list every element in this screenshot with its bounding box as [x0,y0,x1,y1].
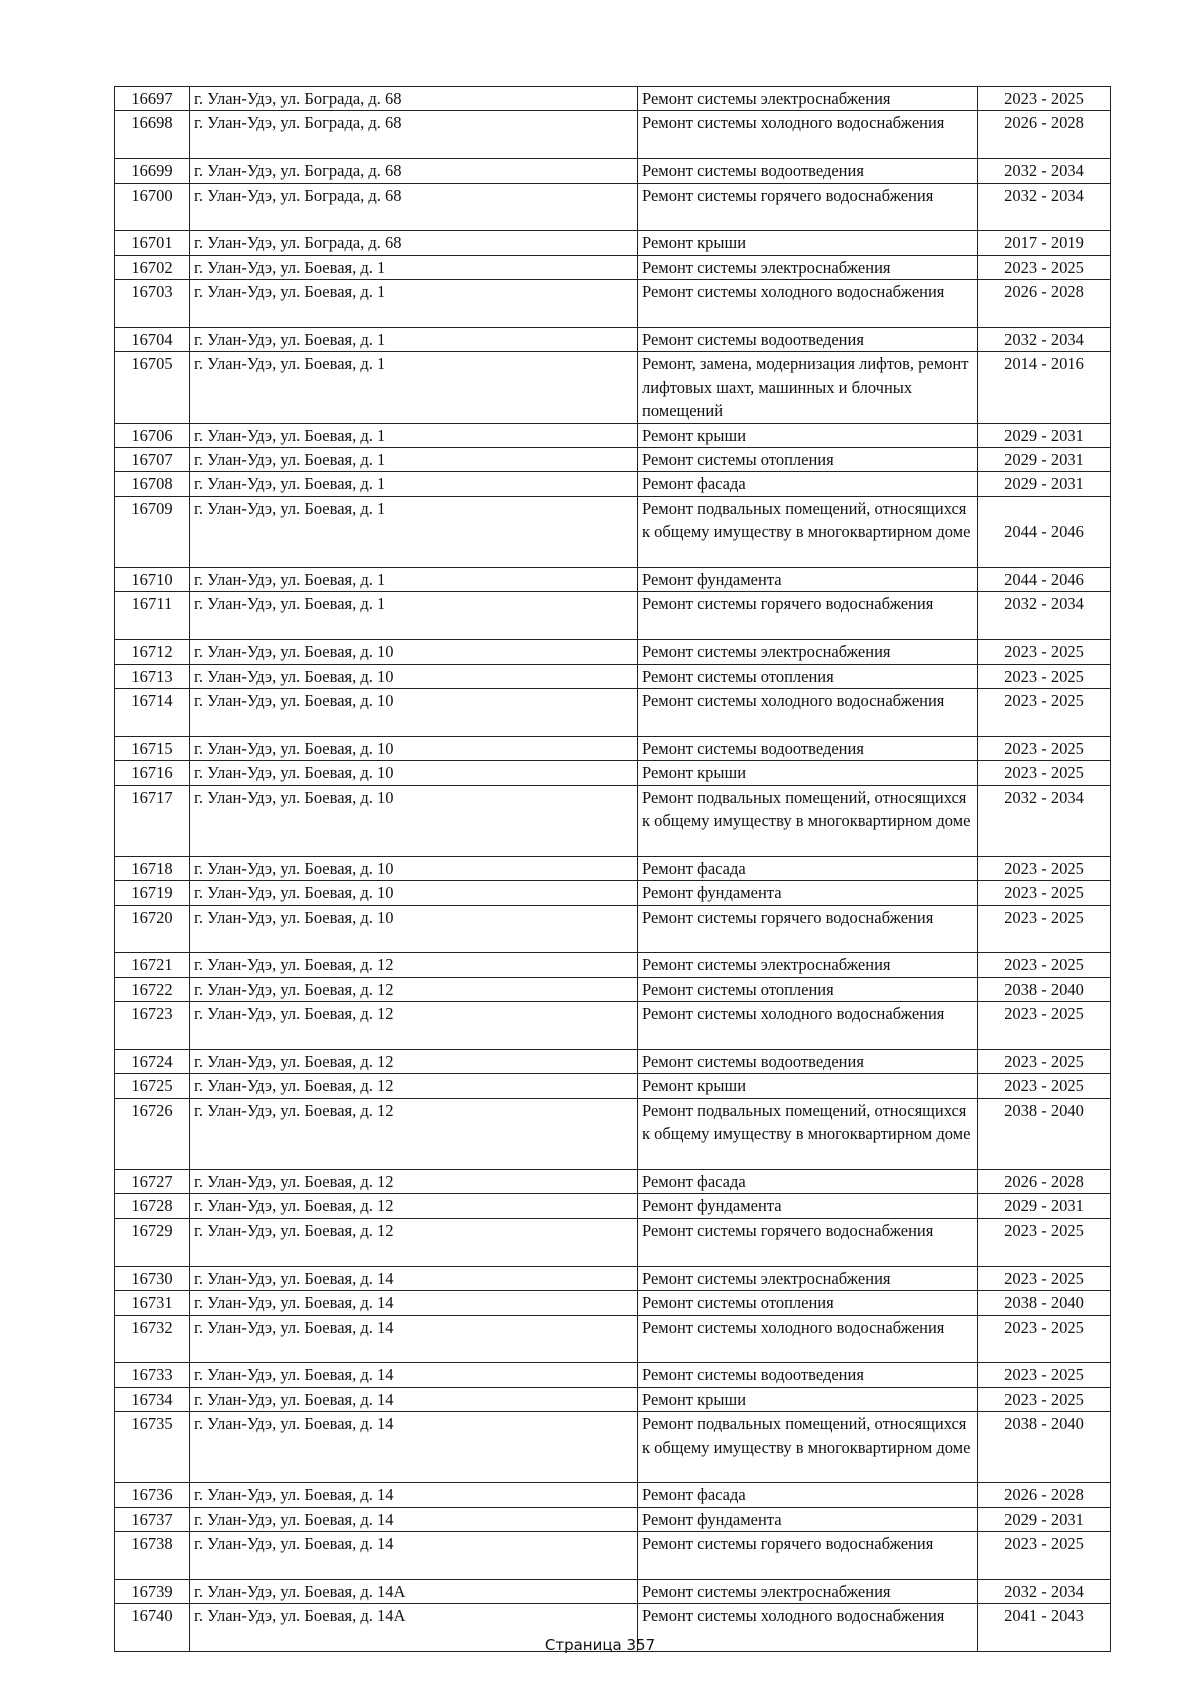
table-row [115,352,1111,423]
row-number-cell: 16708 [115,472,190,496]
period-cell: 2023 - 2025 [978,640,1111,664]
table-row [115,881,1111,905]
address-cell: г. Улан-Удэ, ул. Боевая, д. 14А [190,1579,638,1603]
period-cell: 2023 - 2025 [978,664,1111,688]
row-number-cell: 16719 [115,881,190,905]
table-row [115,1363,1111,1387]
row-number-cell: 16706 [115,423,190,447]
period-cell: 2044 - 2046 [978,496,1111,567]
row-number-cell: 16730 [115,1266,190,1290]
table-row [115,496,1111,567]
table-row [115,1170,1111,1194]
address-cell: г. Улан-Удэ, ул. Боевая, д. 12 [190,1218,638,1266]
work-type-cell: Ремонт системы электроснабжения [638,953,978,977]
table-row [115,423,1111,447]
address-cell: г. Улан-Удэ, ул. Боевая, д. 14 [190,1291,638,1315]
work-type-cell: Ремонт системы водоотведения [638,328,978,352]
table-row [115,761,1111,785]
work-type-cell: Ремонт фундамента [638,881,978,905]
address-cell: г. Улан-Удэ, ул. Боевая, д. 12 [190,1098,638,1169]
row-number-cell: 16701 [115,231,190,255]
address-cell: г. Улан-Удэ, ул. Боевая, д. 1 [190,352,638,423]
period-cell: 2023 - 2025 [978,953,1111,977]
period-cell: 2023 - 2025 [978,1266,1111,1290]
table-row [115,87,1111,111]
period-cell: 2023 - 2025 [978,856,1111,880]
work-type-cell: Ремонт системы водоотведения [638,1363,978,1387]
table-row [115,689,1111,737]
row-number-cell: 16732 [115,1315,190,1363]
work-type-cell: Ремонт подвальных помещений, относящихся к общему имуществу в многоквартирном доме [638,1412,978,1483]
table-body [115,87,1111,1652]
period-cell: 2038 - 2040 [978,1412,1111,1483]
row-number-cell: 16715 [115,736,190,760]
row-number-cell: 16736 [115,1483,190,1507]
address-cell: г. Улан-Удэ, ул. Боевая, д. 1 [190,592,638,640]
table-row [115,1532,1111,1580]
table-row [115,1098,1111,1169]
period-cell: 2038 - 2040 [978,1098,1111,1169]
address-cell: г. Улан-Удэ, ул. Боевая, д. 14А [190,1604,638,1652]
work-type-cell: Ремонт фундамента [638,568,978,592]
table-row [115,1194,1111,1218]
address-cell: г. Улан-Удэ, ул. Боевая, д. 1 [190,423,638,447]
address-cell: г. Улан-Удэ, ул. Боевая, д. 12 [190,953,638,977]
period-cell: 2026 - 2028 [978,1483,1111,1507]
row-number-cell: 16739 [115,1579,190,1603]
row-number-cell: 16738 [115,1532,190,1580]
table-row [115,905,1111,953]
row-number-cell: 16729 [115,1218,190,1266]
row-number-cell: 16716 [115,761,190,785]
table-row [115,1266,1111,1290]
period-cell: 2029 - 2031 [978,423,1111,447]
work-type-cell: Ремонт фасада [638,472,978,496]
period-cell: 2023 - 2025 [978,1074,1111,1098]
work-type-cell: Ремонт системы электроснабжения [638,87,978,111]
period-cell: 2032 - 2034 [978,1579,1111,1603]
table-row [115,736,1111,760]
row-number-cell: 16718 [115,856,190,880]
table-row [115,1074,1111,1098]
table-row [115,280,1111,328]
address-cell: г. Улан-Удэ, ул. Боевая, д. 14 [190,1483,638,1507]
period-cell: 2023 - 2025 [978,1218,1111,1266]
row-number-cell: 16724 [115,1050,190,1074]
row-number-cell: 16727 [115,1170,190,1194]
row-number-cell: 16703 [115,280,190,328]
address-cell: г. Улан-Удэ, ул. Боевая, д. 1 [190,496,638,567]
table-row [115,1315,1111,1363]
table-row [115,448,1111,472]
period-cell: 2023 - 2025 [978,1050,1111,1074]
row-number-cell: 16723 [115,1002,190,1050]
period-cell: 2044 - 2046 [978,568,1111,592]
table-row [115,640,1111,664]
work-type-cell: Ремонт системы холодного водоснабжения [638,111,978,159]
row-number-cell: 16737 [115,1507,190,1531]
period-cell: 2038 - 2040 [978,1291,1111,1315]
work-type-cell: Ремонт системы горячего водоснабжения [638,1218,978,1266]
work-type-cell: Ремонт системы отопления [638,1291,978,1315]
page-number: Страница 357 [544,1636,656,1654]
address-cell: г. Улан-Удэ, ул. Боевая, д. 10 [190,881,638,905]
address-cell: г. Улан-Удэ, ул. Боевая, д. 12 [190,1002,638,1050]
period-cell: 2023 - 2025 [978,255,1111,279]
period-cell: 2029 - 2031 [978,1507,1111,1531]
work-type-cell: Ремонт крыши [638,231,978,255]
period-cell: 2029 - 2031 [978,448,1111,472]
document-page [114,86,1110,1652]
row-number-cell: 16734 [115,1387,190,1411]
work-type-cell: Ремонт фасада [638,1170,978,1194]
address-cell: г. Улан-Удэ, ул. Боевая, д. 1 [190,255,638,279]
address-cell: г. Улан-Удэ, ул. Бограда, д. 68 [190,231,638,255]
work-type-cell: Ремонт системы холодного водоснабжения [638,689,978,737]
table-row [115,1412,1111,1483]
work-type-cell: Ремонт системы горячего водоснабжения [638,592,978,640]
table-row [115,1507,1111,1531]
row-number-cell: 16700 [115,183,190,231]
capital-repair-table [114,86,1111,1652]
table-row [115,1002,1111,1050]
work-type-cell: Ремонт системы холодного водоснабжения [638,1002,978,1050]
address-cell: г. Улан-Удэ, ул. Боевая, д. 10 [190,736,638,760]
row-number-cell: 16705 [115,352,190,423]
row-number-cell: 16707 [115,448,190,472]
period-cell: 2029 - 2031 [978,1194,1111,1218]
table-row [115,1050,1111,1074]
row-number-cell: 16721 [115,953,190,977]
table-row [115,568,1111,592]
period-cell: 2023 - 2025 [978,761,1111,785]
address-cell: г. Улан-Удэ, ул. Боевая, д. 10 [190,640,638,664]
row-number-cell: 16722 [115,977,190,1001]
row-number-cell: 16712 [115,640,190,664]
row-number-cell: 16717 [115,785,190,856]
period-cell: 2032 - 2034 [978,785,1111,856]
address-cell: г. Улан-Удэ, ул. Боевая, д. 1 [190,328,638,352]
work-type-cell: Ремонт фундамента [638,1194,978,1218]
period-cell: 2014 - 2016 [978,352,1111,423]
table-row [115,183,1111,231]
row-number-cell: 16710 [115,568,190,592]
table-row [115,1291,1111,1315]
work-type-cell: Ремонт системы электроснабжения [638,255,978,279]
work-type-cell: Ремонт системы горячего водоснабжения [638,183,978,231]
work-type-cell: Ремонт системы горячего водоснабжения [638,1532,978,1580]
address-cell: г. Улан-Удэ, ул. Боевая, д. 12 [190,1170,638,1194]
period-cell: 2032 - 2034 [978,183,1111,231]
work-type-cell: Ремонт крыши [638,423,978,447]
work-type-cell: Ремонт системы водоотведения [638,1050,978,1074]
address-cell: г. Улан-Удэ, ул. Боевая, д. 14 [190,1266,638,1290]
work-type-cell: Ремонт системы горячего водоснабжения [638,905,978,953]
work-type-cell: Ремонт системы электроснабжения [638,1579,978,1603]
address-cell: г. Улан-Удэ, ул. Боевая, д. 10 [190,856,638,880]
work-type-cell: Ремонт системы электроснабжения [638,640,978,664]
period-cell: 2023 - 2025 [978,1363,1111,1387]
address-cell: г. Улан-Удэ, ул. Боевая, д. 14 [190,1387,638,1411]
period-cell: 2026 - 2028 [978,280,1111,328]
period-cell: 2023 - 2025 [978,87,1111,111]
address-cell: г. Улан-Удэ, ул. Боевая, д. 14 [190,1315,638,1363]
work-type-cell: Ремонт крыши [638,761,978,785]
work-type-cell: Ремонт системы холодного водоснабжения [638,280,978,328]
table-row [115,255,1111,279]
address-cell: г. Улан-Удэ, ул. Бограда, д. 68 [190,159,638,183]
period-cell: 2023 - 2025 [978,905,1111,953]
row-number-cell: 16704 [115,328,190,352]
work-type-cell: Ремонт системы водоотведения [638,736,978,760]
period-cell: 2023 - 2025 [978,1002,1111,1050]
table-row [115,472,1111,496]
period-cell: 2032 - 2034 [978,328,1111,352]
table-row [115,231,1111,255]
table-row [115,1387,1111,1411]
work-type-cell: Ремонт системы холодного водоснабжения [638,1315,978,1363]
work-type-cell: Ремонт системы холодного водоснабжения [638,1604,978,1652]
period-cell: 2023 - 2025 [978,736,1111,760]
address-cell: г. Улан-Удэ, ул. Боевая, д. 14 [190,1412,638,1483]
address-cell: г. Улан-Удэ, ул. Боевая, д. 1 [190,568,638,592]
address-cell: г. Улан-Удэ, ул. Боевая, д. 10 [190,664,638,688]
period-cell: 2017 - 2019 [978,231,1111,255]
address-cell: г. Улан-Удэ, ул. Боевая, д. 12 [190,1050,638,1074]
address-cell: г. Улан-Удэ, ул. Боевая, д. 1 [190,280,638,328]
work-type-cell: Ремонт фундамента [638,1507,978,1531]
table-row [115,1579,1111,1603]
address-cell: г. Улан-Удэ, ул. Бограда, д. 68 [190,111,638,159]
row-number-cell: 16740 [115,1604,190,1652]
work-type-cell: Ремонт системы отопления [638,664,978,688]
address-cell: г. Улан-Удэ, ул. Боевая, д. 1 [190,472,638,496]
row-number-cell: 16697 [115,87,190,111]
row-number-cell: 16713 [115,664,190,688]
row-number-cell: 16726 [115,1098,190,1169]
work-type-cell: Ремонт подвальных помещений, относящихся к общему имуществу в многоквартирном доме [638,785,978,856]
period-cell: 2032 - 2034 [978,159,1111,183]
period-cell: 2029 - 2031 [978,472,1111,496]
address-cell: г. Улан-Удэ, ул. Бограда, д. 68 [190,183,638,231]
work-type-cell: Ремонт системы водоотведения [638,159,978,183]
table-row [115,592,1111,640]
address-cell: г. Улан-Удэ, ул. Боевая, д. 14 [190,1507,638,1531]
period-cell: 2038 - 2040 [978,977,1111,1001]
work-type-cell: Ремонт фасада [638,856,978,880]
row-number-cell: 16709 [115,496,190,567]
period-cell: 2023 - 2025 [978,1387,1111,1411]
address-cell: г. Улан-Удэ, ул. Бограда, д. 68 [190,87,638,111]
row-number-cell: 16699 [115,159,190,183]
address-cell: г. Улан-Удэ, ул. Боевая, д. 10 [190,761,638,785]
table-row [115,111,1111,159]
table-row [115,1218,1111,1266]
address-cell: г. Улан-Удэ, ул. Боевая, д. 10 [190,905,638,953]
address-cell: г. Улан-Удэ, ул. Боевая, д. 1 [190,448,638,472]
period-cell: 2041 - 2043 [978,1604,1111,1652]
row-number-cell: 16735 [115,1412,190,1483]
address-cell: г. Улан-Удэ, ул. Боевая, д. 12 [190,1074,638,1098]
address-cell: г. Улан-Удэ, ул. Боевая, д. 12 [190,1194,638,1218]
period-cell: 2023 - 2025 [978,881,1111,905]
row-number-cell: 16720 [115,905,190,953]
row-number-cell: 16702 [115,255,190,279]
period-cell: 2023 - 2025 [978,689,1111,737]
table-row [115,328,1111,352]
table-row [115,785,1111,856]
address-cell: г. Улан-Удэ, ул. Боевая, д. 14 [190,1532,638,1580]
row-number-cell: 16698 [115,111,190,159]
row-number-cell: 16725 [115,1074,190,1098]
table-row [115,953,1111,977]
period-cell: 2023 - 2025 [978,1532,1111,1580]
table-row [115,664,1111,688]
row-number-cell: 16731 [115,1291,190,1315]
period-cell: 2026 - 2028 [978,1170,1111,1194]
address-cell: г. Улан-Удэ, ул. Боевая, д. 10 [190,785,638,856]
work-type-cell: Ремонт системы отопления [638,977,978,1001]
period-cell: 2023 - 2025 [978,1315,1111,1363]
table-row [115,1483,1111,1507]
address-cell: г. Улан-Удэ, ул. Боевая, д. 14 [190,1363,638,1387]
period-cell: 2032 - 2034 [978,592,1111,640]
work-type-cell: Ремонт подвальных помещений, относящихся к общему имуществу в многоквартирном доме [638,496,978,567]
table-row [115,977,1111,1001]
row-number-cell: 16711 [115,592,190,640]
row-number-cell: 16728 [115,1194,190,1218]
row-number-cell: 16733 [115,1363,190,1387]
work-type-cell: Ремонт крыши [638,1074,978,1098]
period-cell: 2026 - 2028 [978,111,1111,159]
address-cell: г. Улан-Удэ, ул. Боевая, д. 10 [190,689,638,737]
work-type-cell: Ремонт системы отопления [638,448,978,472]
row-number-cell: 16714 [115,689,190,737]
table-row [115,159,1111,183]
work-type-cell: Ремонт системы электроснабжения [638,1266,978,1290]
table-row [115,856,1111,880]
work-type-cell: Ремонт фасада [638,1483,978,1507]
work-type-cell: Ремонт подвальных помещений, относящихся к общему имуществу в многоквартирном доме [638,1098,978,1169]
work-type-cell: Ремонт, замена, модернизация лифтов, ремонт лифтовых шахт, машинных и блочных помещений [638,352,978,423]
work-type-cell: Ремонт крыши [638,1387,978,1411]
address-cell: г. Улан-Удэ, ул. Боевая, д. 12 [190,977,638,1001]
